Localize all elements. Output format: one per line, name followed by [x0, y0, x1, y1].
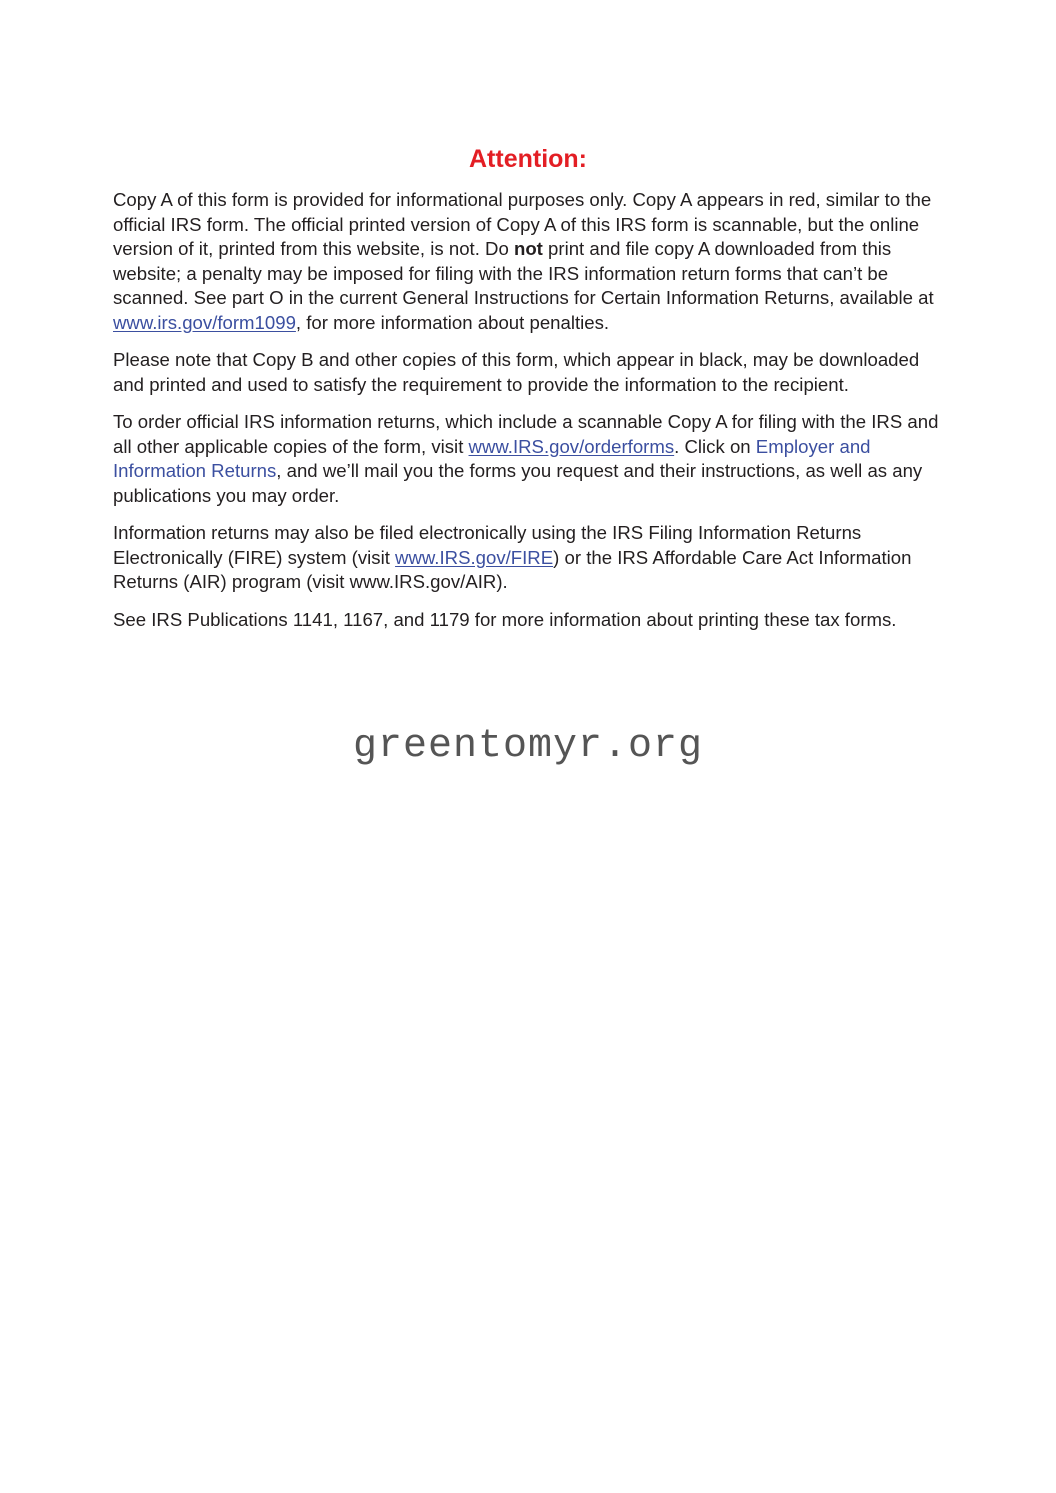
- paragraph-copy-a: [113, 188, 943, 335]
- page-title: Attention:: [468, 145, 588, 173]
- paragraph-text: Please note that Copy B and other copies of this form, which appear in black, may be downloaded and printed and used to satisfy the requirement to provide the information to the recipient.: [113, 349, 920, 395]
- paragraph-electronic-filing: [113, 521, 943, 595]
- paragraph-text: ) or the IRS Affordable Care Act Information Returns (AIR) program (visit www.IRS.gov/AIR).: [113, 546, 912, 592]
- paragraph-text: See IRS Publications 1141, 1167, and 1179 for more information about printing these tax forms.: [113, 608, 897, 630]
- paragraph-copy-b: [113, 348, 943, 397]
- paragraph-publications: [113, 608, 943, 633]
- paragraph-text: , for more information about penalties.: [295, 311, 610, 333]
- paragraph-text: , and we’ll mail you the forms you request and their instructions, as well as any publications you may order.: [113, 460, 923, 506]
- paragraph-text: To order official IRS information returns, which include a scannable Copy A for filing with the IRS and all other applicable copies of the form, visit: [113, 411, 939, 457]
- paragraph-text: Copy A of this form is provided for informational purposes only. Copy A appears in red, similar to the official IRS form. The official printed version of Copy A of this IRS form is scannable, but the online version of it, printed from this website, is not. Do: [113, 189, 932, 259]
- employer-info-returns-link[interactable]: Employer and Information Returns: [113, 435, 871, 481]
- form1099-link[interactable]: www.irs.gov/form1099: [113, 311, 296, 333]
- paragraph-text: print and file copy A downloaded from this website; a penalty may be imposed for filing with the IRS information return forms that can’t be scanned. See part O in the current General Instructions for Certain Information Returns, available at: [113, 238, 934, 308]
- fire-link[interactable]: www.IRS.gov/FIRE: [395, 546, 554, 568]
- paragraph-order-forms: [113, 410, 943, 508]
- paragraph-text: . Click on: [674, 435, 756, 457]
- paragraph-text: Information returns may also be filed electronically using the IRS Filing Information Returns Electronically (FIRE) system (visit: [113, 522, 862, 568]
- emphasis-not: not: [513, 238, 543, 259]
- attention-notice: [113, 142, 943, 645]
- orderforms-link[interactable]: www.IRS.gov/orderforms: [468, 435, 675, 457]
- watermark-text: greentomyr.org: [352, 724, 704, 769]
